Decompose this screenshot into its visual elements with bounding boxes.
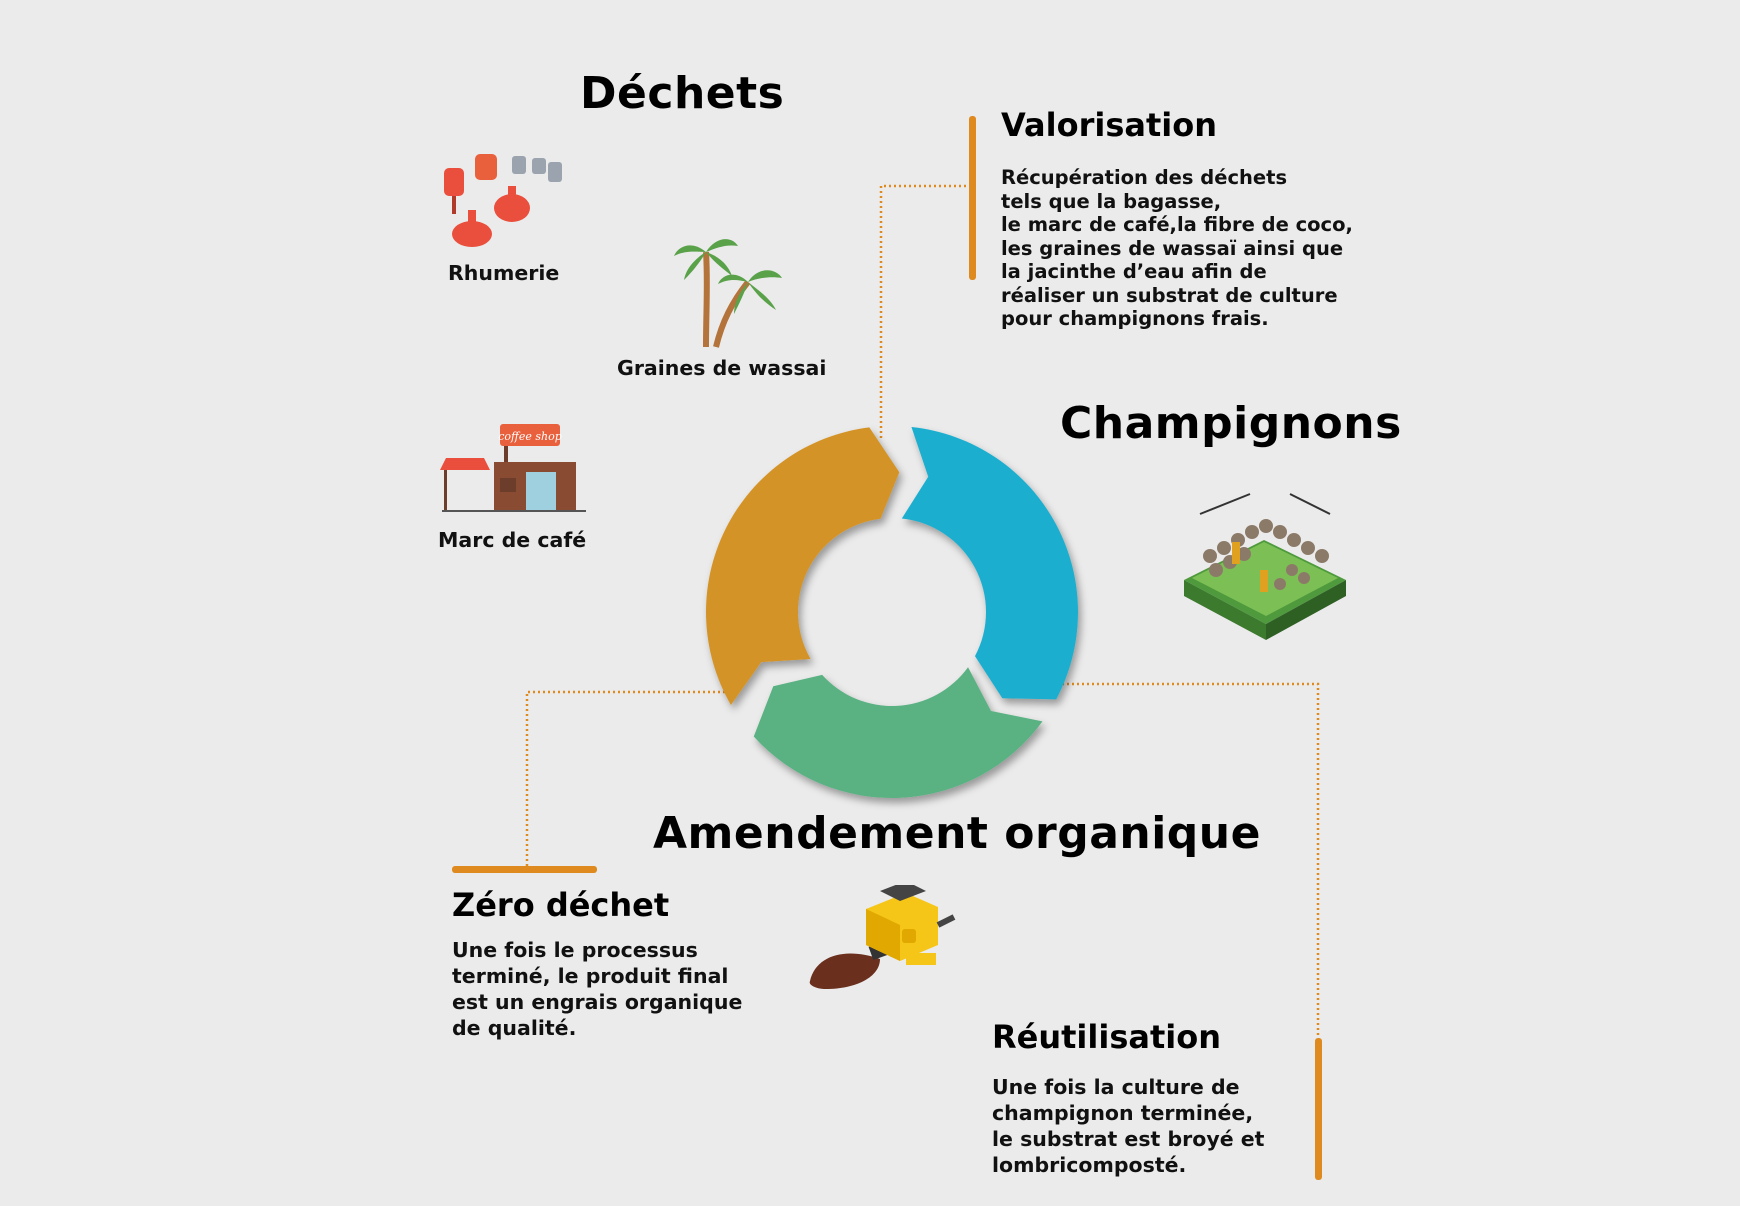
reutilisation-line: le substrat est broyé et (992, 1127, 1265, 1151)
valorisation-title: Valorisation (1001, 106, 1217, 144)
reutilisation-accent-bar (1315, 1038, 1322, 1180)
mushroom-farm-icon (1180, 484, 1350, 648)
reutilisation-line: lombricomposté. (992, 1153, 1187, 1177)
zero-dechet-accent-bar (452, 866, 597, 873)
zero-dechet-title: Zéro déchet (452, 886, 670, 924)
reutilisation-text (992, 1074, 1264, 1178)
palm-trees-icon (672, 232, 790, 354)
valorisation-accent-bar (969, 116, 976, 280)
coffee-shop-icon (440, 422, 586, 518)
cycle-segment-champignons (902, 427, 1078, 699)
connector-reutilisation (1062, 684, 1318, 1038)
source-label-marc-de-cafe: Marc de café (438, 528, 587, 552)
valorisation-line: tels que la bagasse, (1001, 189, 1222, 213)
reutilisation-title: Réutilisation (992, 1018, 1221, 1056)
zero-dechet-line: terminé, le produit final (452, 964, 729, 988)
zero-dechet-text (452, 937, 742, 1041)
svg-text:coffee shop: coffee shop (498, 430, 562, 443)
heading-champignons: Champignons (1060, 398, 1402, 449)
valorisation-line: le marc de café,la fibre de coco, (1001, 213, 1353, 236)
heading-dechets: Déchets (580, 68, 785, 119)
valorisation-line: pour champignons frais. (1001, 307, 1269, 330)
reutilisation-line: Une fois la culture de (992, 1075, 1240, 1099)
source-label-rhumerie: Rhumerie (448, 261, 560, 285)
zero-dechet-line: est un engrais organique (452, 990, 743, 1014)
valorisation-line: Récupération des déchets (1001, 166, 1288, 189)
reutilisation-line: champignon terminée, (992, 1101, 1254, 1125)
valorisation-line: la jacinthe d’eau afin de (1001, 260, 1267, 283)
source-label-wassai: Graines de wassai (617, 356, 827, 380)
heading-amendement: Amendement organique (653, 808, 1261, 859)
zero-dechet-line: de qualité. (452, 1016, 577, 1040)
compost-shredder-icon (806, 885, 958, 1001)
zero-dechet-line: Une fois le processus (452, 938, 698, 962)
valorisation-line: réaliser un substrat de culture (1001, 283, 1338, 307)
valorisation-line: les graines de wassaï ainsi que (1001, 236, 1344, 260)
valorisation-text (1001, 166, 1353, 331)
distillery-icon (432, 146, 568, 256)
cycle-segment-dechets (706, 427, 899, 705)
connector-valorisation (881, 186, 970, 438)
